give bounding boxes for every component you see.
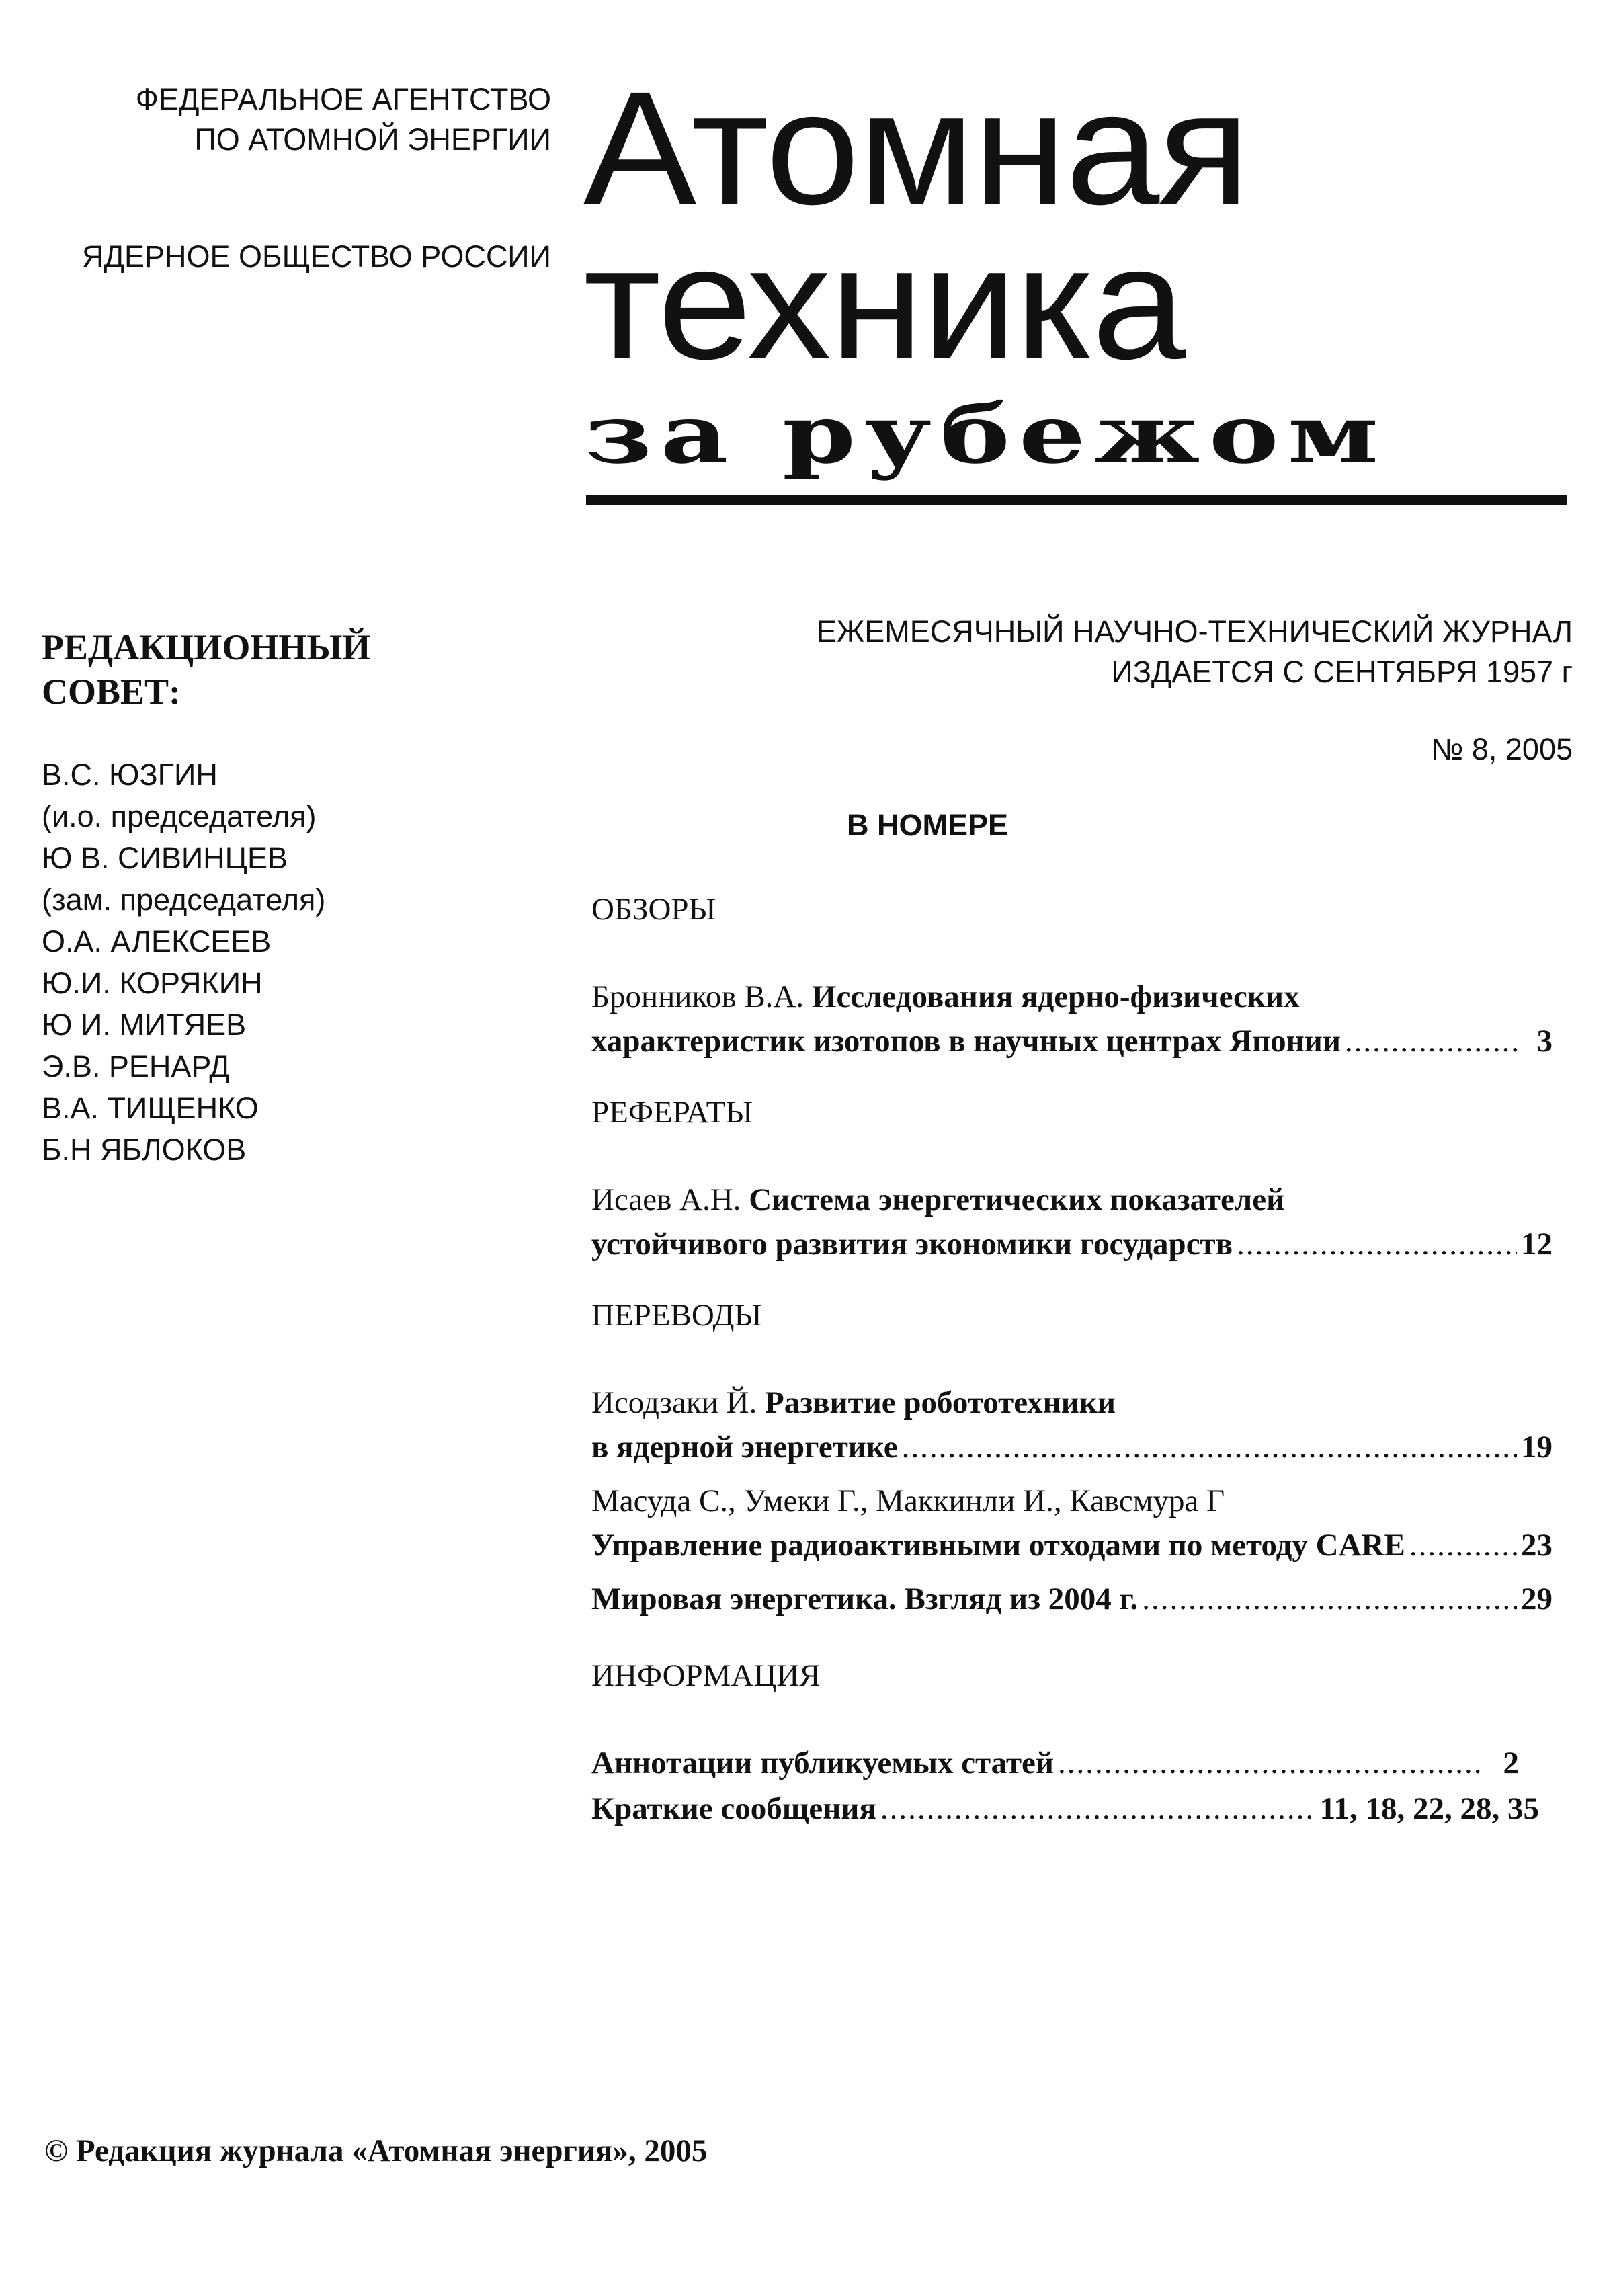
board-member: Б.Н ЯБЛОКОВ: [42, 1133, 247, 1167]
toc-leader-dots: [902, 1425, 1517, 1469]
toc-entry[interactable]: [591, 1787, 1553, 1831]
board-member-role: (зам. председателя): [42, 883, 326, 917]
toc-section-heading: ИНФОРМАЦИЯ: [591, 1658, 821, 1693]
board-member: В.А. ТИЩЕНКО: [42, 1091, 259, 1125]
publisher-society: ЯДЕРНОЕ ОБЩЕСТВО РОССИИ: [82, 239, 551, 274]
editorial-board-title-line1: РЕДАКЦИОННЫЙ: [42, 627, 371, 667]
toc-entry-title: Развитие робототехники: [765, 1385, 1116, 1420]
toc-entry-title: Исследования ядерно-физических: [811, 979, 1300, 1014]
toc-leader-dots: [1237, 1222, 1517, 1266]
issue-number: № 8, 2005: [1431, 732, 1573, 766]
toc-entry-title: Краткие сообщения: [591, 1791, 876, 1826]
toc-entry-page: 23: [1521, 1528, 1553, 1563]
board-member: Ю И. МИТЯЕВ: [42, 1008, 247, 1042]
board-member: Ю В. СИВИНЦЕВ: [42, 841, 288, 875]
toc-entry-page: 12: [1521, 1227, 1553, 1262]
journal-description-line2: ИЗДАЕТСЯ С СЕНТЯБРЯ 1957 г: [1111, 655, 1573, 689]
table-of-contents: [591, 887, 1553, 1858]
toc-leader-dots: [1142, 1577, 1517, 1621]
logo-line-za-rubezhom: за рубежом: [585, 387, 1388, 482]
board-member: Ю.И. КОРЯКИН: [42, 966, 263, 1000]
toc-entry-page: 3: [1536, 1024, 1553, 1059]
toc-section-heading: ОБЗОРЫ: [591, 892, 716, 927]
toc-entry-author: Исаев А.Н.: [591, 1182, 741, 1217]
editorial-board-title: [42, 625, 418, 714]
toc-entry-author: Масуда С., Умеки Г., Маккинли И., Кавсмура Г: [591, 1483, 1225, 1518]
toc-entry-title: Мировая энергетика. Взгляд из 2004 г.: [591, 1582, 1139, 1616]
publisher-agency-line1: ФЕДЕРАЛЬНОЕ АГЕНТСТВО: [135, 82, 551, 116]
toc-entry-page: 19: [1521, 1430, 1553, 1465]
toc-entry[interactable]: [591, 1479, 1553, 1567]
toc-entry-title: Система энергетических показателей: [749, 1182, 1285, 1217]
toc-entry[interactable]: [591, 1381, 1553, 1469]
toc-leader-dots: [1058, 1741, 1484, 1785]
toc-entry-author: Бронников В.А.: [591, 979, 804, 1014]
toc-section-heading: РЕФЕРАТЫ: [591, 1095, 753, 1130]
toc-entry-title: характеристик изотопов в научных центрах Японии: [591, 1024, 1341, 1059]
toc-entry[interactable]: [591, 1178, 1553, 1266]
toc-entry-author: Исодзаки Й.: [591, 1385, 757, 1420]
board-member: О.А. АЛЕКСЕЕВ: [42, 924, 272, 958]
board-member: В.С. ЮЗГИН: [42, 757, 218, 792]
toc-entry-page: 2: [1503, 1746, 1519, 1780]
editorial-board-list: [42, 754, 418, 1171]
toc-entry-page: 11, 18, 22, 28, 35: [1319, 1791, 1539, 1826]
toc-leader-dots: [1345, 1019, 1518, 1063]
toc-entry[interactable]: [591, 1741, 1553, 1785]
logo-line-tekhnika: техника: [583, 212, 1185, 393]
journal-description-line1: ЕЖЕМЕСЯЧНЫЙ НАУЧНО-ТЕХНИЧЕСКИЙ ЖУРНАЛ: [816, 614, 1573, 649]
toc-leader-dots: [880, 1787, 1316, 1831]
contents-title: В НОМЕРЕ: [846, 808, 1009, 842]
publisher-agency: [40, 79, 551, 160]
logo-rule-divider: [586, 495, 1567, 505]
journal-description: [591, 612, 1573, 692]
editorial-board-title-line2: СОВЕТ:: [42, 671, 181, 712]
toc-leader-dots: [1409, 1523, 1517, 1567]
toc-entry-page: 29: [1521, 1582, 1553, 1616]
toc-entry[interactable]: [591, 975, 1553, 1063]
toc-entry-title: в ядерной энергетике: [591, 1430, 898, 1465]
toc-entry-title: Управление радиоактивными отходами по методу CARE: [591, 1528, 1405, 1563]
toc-section-heading: ПЕРЕВОДЫ: [591, 1298, 762, 1333]
logo-line-atomnaya: Атомная: [583, 58, 1249, 238]
board-member: Э.В. РЕНАРД: [42, 1049, 230, 1083]
toc-entry-title: устойчивого развития экономики государств: [591, 1227, 1233, 1262]
toc-entry[interactable]: [591, 1577, 1553, 1621]
publisher-agency-line2: ПО АТОМНОЙ ЭНЕРГИИ: [194, 122, 551, 157]
toc-entry-title: Аннотации публикуемых статей: [591, 1746, 1054, 1780]
board-member-role: (и.о. председателя): [42, 799, 317, 833]
copyright-notice: © Редакция журнала «Атомная энергия», 2005: [44, 2133, 708, 2168]
